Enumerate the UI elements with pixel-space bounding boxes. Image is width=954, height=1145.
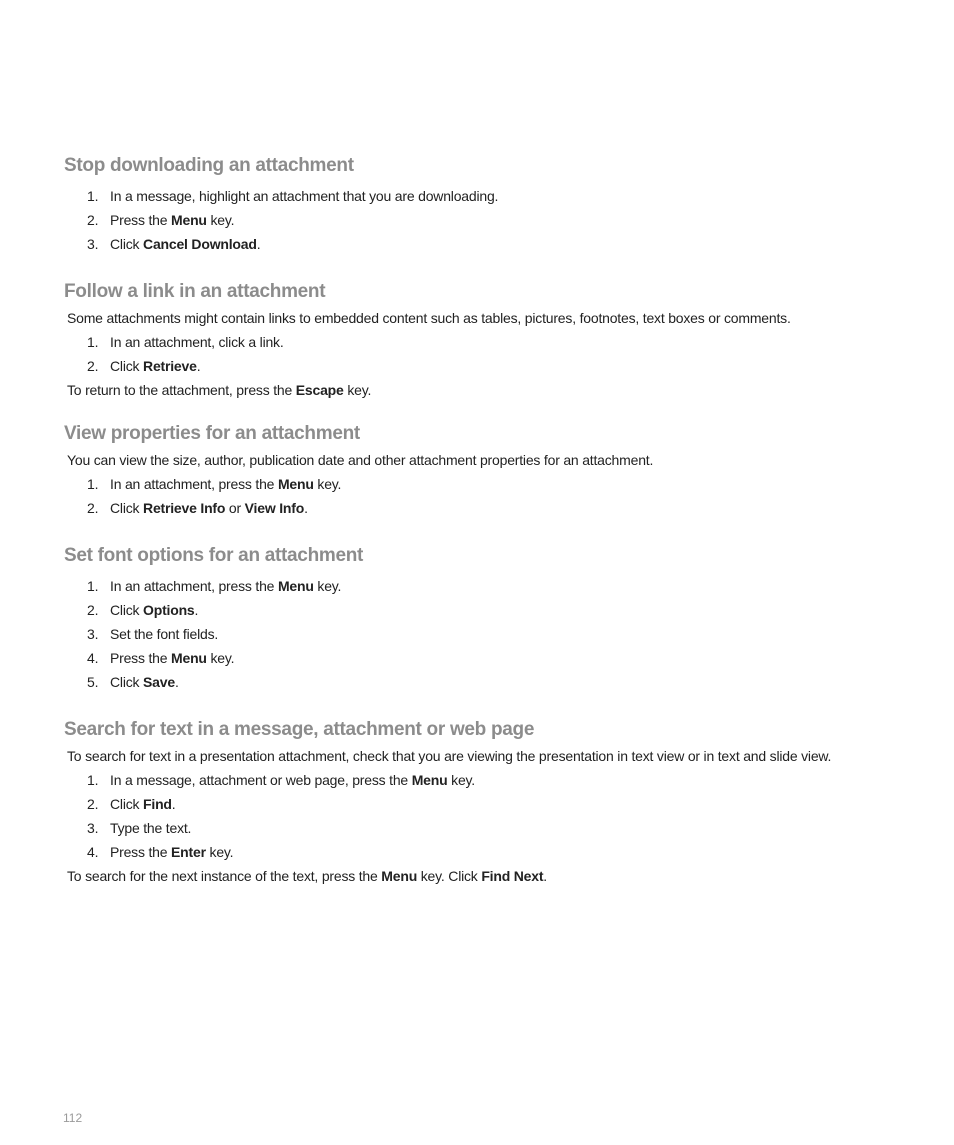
section-outro: To return to the attachment, press the Escape key. [67, 382, 372, 398]
section-heading-follow-link: Follow a link in an attachment [64, 281, 326, 302]
section-heading-search-text: Search for text in a message, attachment or web page [64, 719, 535, 740]
section-intro: You can view the size, author, publication date and other attachment properties for an attachment. [67, 452, 654, 468]
section-heading-view-properties: View properties for an attachment [64, 423, 360, 444]
page-number: 112 [63, 1111, 83, 1125]
section-intro: Some attachments might contain links to embedded content such as tables, pictures, footnotes, text boxes or comments. [67, 310, 791, 326]
section-heading-font-options: Set font options for an attachment [64, 545, 364, 566]
section-intro: To search for text in a presentation attachment, check that you are viewing the presentation in text view or in text and slide view. [67, 748, 832, 764]
section-heading-stop-downloading: Stop downloading an attachment [64, 155, 354, 176]
section-outro: To search for the next instance of the text, press the Menu key. Click Find Next. [67, 868, 547, 884]
